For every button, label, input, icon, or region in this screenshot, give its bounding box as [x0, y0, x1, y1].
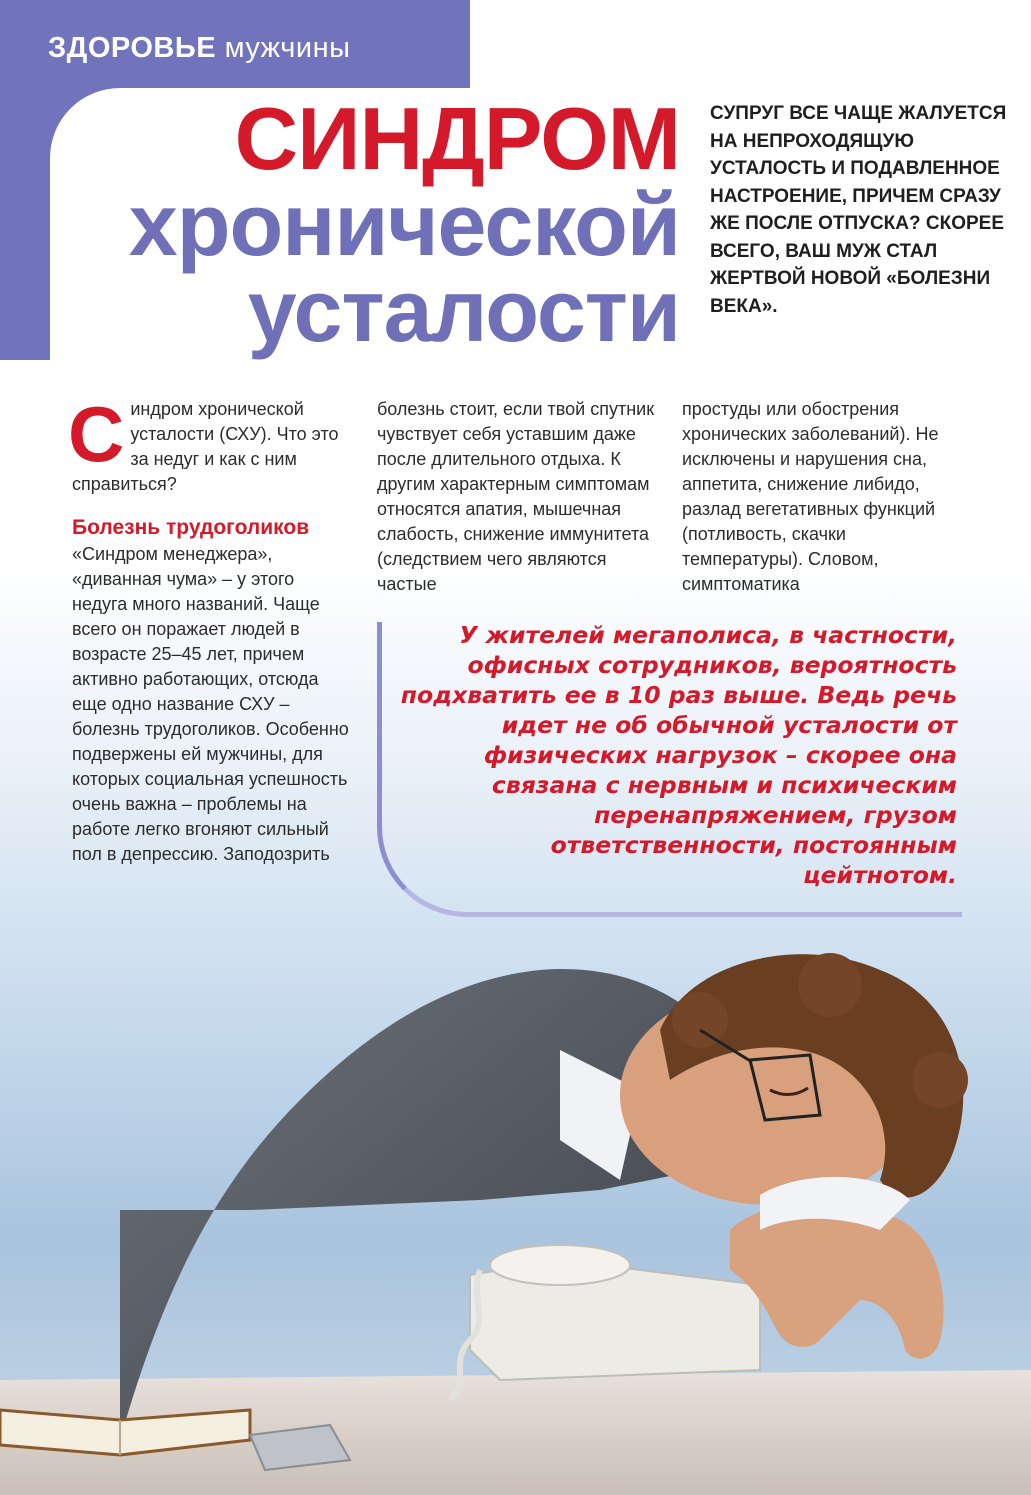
pull-quote: У жителей мегаполиса, в частности, офисных сотрудников, вероятность подхватить ее в 10 раз выше. Ведь речь идет не об обычной усталости от физических нагрузок – скорее она связана с нервным и психическим перенапряжением, грузом ответственности, постоянным цейтнотом.	[400, 621, 957, 889]
section-label-rest: мужчины	[224, 32, 351, 64]
headline-line-3: усталости	[247, 261, 680, 360]
headline-line-1: СИНДРОМ	[234, 89, 680, 188]
article-column-1-text: «Синдром менеджера», «диванная чума» – у этого недуга много названий. Чаще всего он поражает людей в возрасте 25–45 лет, причем активно работающих, отсюда еще одно название СХУ – болезнь трудоголиков. Особенно подвержены ей мужчины, для которых социальная успешность очень важна – проблемы на работе легко вгоняют сильный пол в депрессию. Заподозрить	[72, 544, 349, 864]
drop-cap: С	[68, 390, 125, 478]
article-intro: индром хронической усталости (СХУ). Что это за недуг и как с ним справиться?	[72, 399, 339, 494]
article-column-2-text: болезнь стоит, если твой спутник чувствует себя уставшим даже после длительного отдыха. К другим характерным симптомам относятся апатия, мышечная слабость, снижение иммунитета (следствием чего являются частые	[377, 399, 655, 594]
article-column-2	[377, 397, 662, 597]
section-band-tab	[400, 0, 470, 88]
section-label	[48, 32, 350, 65]
article-subhead: Болезнь трудоголиков	[72, 516, 310, 539]
article-column-1	[68, 390, 352, 867]
lead-paragraph: СУПРУГ ВСЕ ЧАЩЕ ЖАЛУЕТСЯ НА НЕПРОХОДЯЩУЮ УСТАЛОСТЬ И ПОДАВЛЕННОЕ НАСТРОЕНИЕ, ПРИЧЕМ СРАЗУ ЖЕ ПОСЛЕ ОТПУСКА? СКОРЕЕ ВСЕГО, ВАШ МУЖ СТАЛ ЖЕРТВОЙ НОВОЙ «БОЛЕЗНИ ВЕКА».	[710, 103, 1007, 317]
headline	[60, 89, 680, 360]
tired-man-photo	[0, 940, 1031, 1495]
section-label-bold: ЗДОРОВЬЕ	[48, 32, 217, 64]
article-column-3	[682, 397, 962, 597]
article-column-3-text: простуды или обострения хронических заболеваний). Не исключены и нарушения сна, аппетита, снижение либидо, разлад вегетативных функций (потливость, скачки температуры). Словом, симптоматика	[682, 399, 939, 594]
headline-line-2: хронической	[128, 175, 680, 274]
